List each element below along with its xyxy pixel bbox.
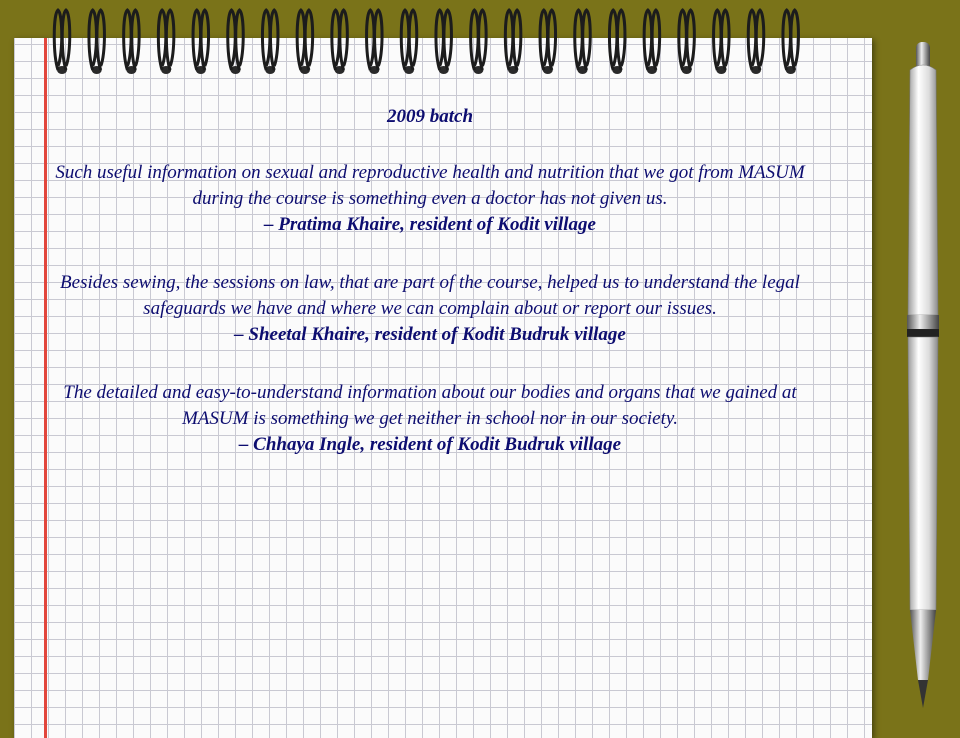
- testimonial-attribution: – Chhaya Ingle, resident of Kodit Budruk village: [238, 434, 622, 455]
- testimonial-3: [30, 380, 830, 458]
- testimonial-quote: The detailed and easy-to-understand information about our bodies and organs that we gained at MASUM is something we get neither in school nor in our society.: [63, 382, 797, 429]
- testimonials-block: [30, 104, 830, 490]
- testimonial-attribution: – Sheetal Khaire, resident of Kodit Budruk village: [234, 324, 626, 345]
- testimonial-attribution: – Pratima Khaire, resident of Kodit village: [264, 214, 596, 235]
- testimonial-quote: Such useful information on sexual and reproductive health and nutrition that we got from MASUM during the course is something even a doctor has not given us.: [55, 162, 805, 209]
- testimonial-1: [30, 160, 830, 238]
- section-heading: 2009 batch: [386, 106, 474, 127]
- spiral-binding-icon: [0, 0, 960, 95]
- testimonial-2: [30, 270, 830, 348]
- pen-icon: [898, 40, 948, 710]
- testimonial-quote: Besides sewing, the sessions on law, that are part of the course, helped us to understand the legal safeguards we have and where we can complain about or report our issues.: [60, 272, 800, 319]
